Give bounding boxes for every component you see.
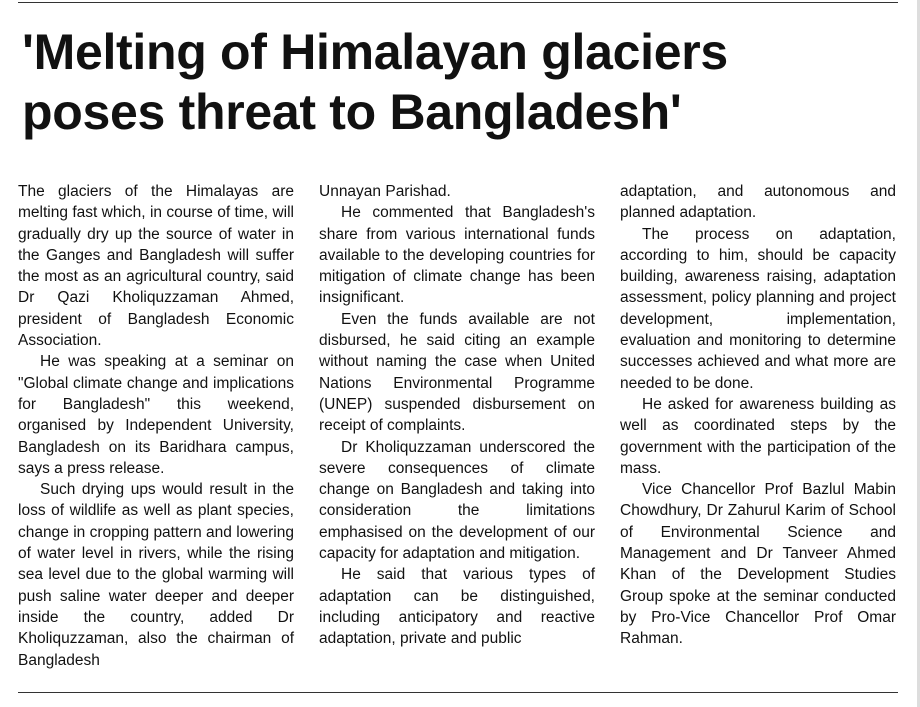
paragraph: Such drying ups would result in the loss of wildlife as well as plant species, change in cropping pattern and lowering of water level in rivers, while the rising sea level due to the global warming will push saline water deeper and deeper inside the country, added Dr Kholiquzzaman, also the chairman of Bangladesh: [18, 481, 294, 669]
headline-line-2: poses threat to Bangladesh': [22, 84, 682, 140]
paragraph: Vice Chancellor Prof Bazlul Mabin Chowdhury, Dr Zahurul Karim of School of Environmental Science and Management and Dr Tanveer Ahmed Khan of the Development Studies Group spoke at the seminar conducted by Pro-Vice Chancellor Prof Omar Rahman.: [620, 481, 896, 648]
headline: [22, 22, 902, 142]
bottom-rule: [18, 692, 898, 693]
paragraph: He said that various types of adaptation can be distinguished, including anticipatory and reactive adaptation, private and public: [319, 566, 595, 648]
paragraph: He was speaking at a seminar on "Global climate change and implications for Bangladesh" this weekend, organised by Independent University, Bangladesh on its Baridhara campus, says a press release.: [18, 353, 294, 477]
article-column-1: [18, 181, 294, 671]
top-rule: [18, 2, 898, 3]
paragraph: Dr Kholiquzzaman underscored the severe consequences of climate change on Bangladesh and taking into consideration the limitations emphasised on the development of our capacity for adaptation and mitigation.: [319, 438, 595, 563]
paragraph: Unnayan Parishad.: [319, 183, 451, 200]
article-column-2: [319, 181, 595, 650]
paragraph: He commented that Bangladesh's share from various international funds available to the developing countries for mitigation of climate change has been insignificant.: [319, 204, 595, 307]
paragraph: adaptation, and autonomous and planned adaptation.: [620, 183, 896, 222]
paragraph: Even the funds available are not disbursed, he said citing an example without naming the case when United Nations Environmental Programme (UNEP) suspended disbursement on receipt of complaints.: [319, 310, 595, 435]
headline-line-1: 'Melting of Himalayan glaciers: [22, 24, 728, 80]
paragraph: He asked for awareness building as well as coordinated steps by the government with the participation of the mass.: [620, 395, 896, 477]
paragraph: The process on adaptation, according to him, should be capacity building, awareness raising, adaptation assessment, policy planning and project development, implementation, evaluation and monitoring to determine successes achieved and what more are needed to be done.: [620, 225, 896, 392]
article-column-3: [620, 181, 896, 650]
paragraph: The glaciers of the Himalayas are melting fast which, in course of time, will gradually dry up the source of water in the Ganges and Bangladesh will suffer the most as an agricultural country, said Dr Qazi Kholiquzzaman Ahmed, president of Bangladesh Economic Association.: [18, 183, 294, 350]
